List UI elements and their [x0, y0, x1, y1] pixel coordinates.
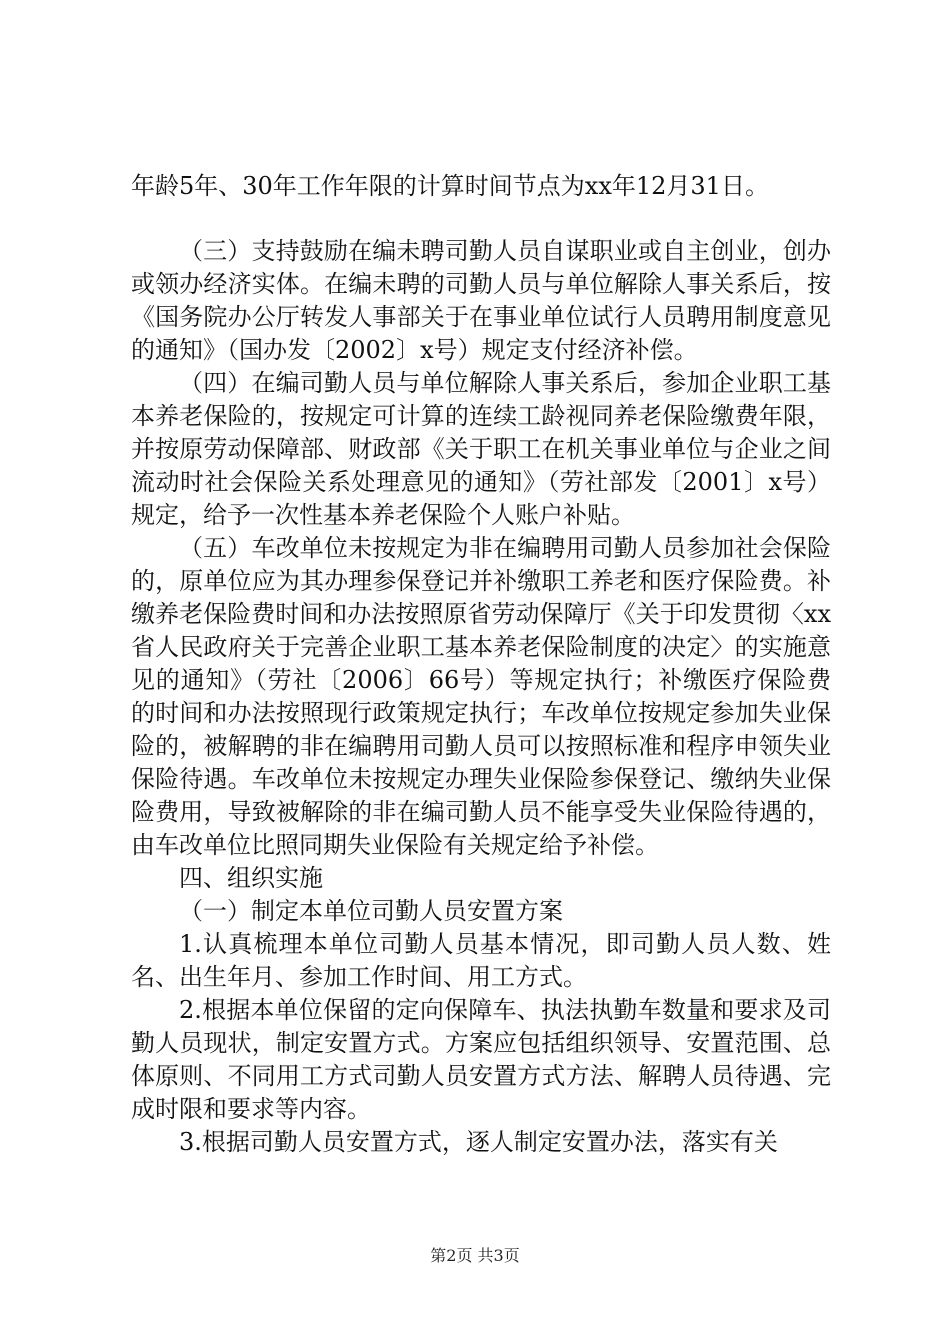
paragraph-continuation: 年龄5年、30年工作年限的计算时间节点为xx年12月31日。 — [131, 172, 769, 200]
subsection-heading: （一）制定本单位司勤人员安置方案 — [179, 897, 563, 925]
page-footer — [0, 1246, 950, 1266]
numbered-item-2: 2.根据本单位保留的定向保障车、执法执勤车数量和要求及司勤人员现状，制定安置方式。方案应包括组织领导、安置范围、总体原则、不同用工方式司勤人员安置方式方法、解聘人员待遇、完成时限和要求等内容。 — [131, 996, 831, 1123]
document-body — [131, 170, 831, 1159]
numbered-item-3: 3.根据司勤人员安置方式，逐人制定安置办法，落实有关 — [179, 1128, 778, 1156]
page-number-label: 第2页 共3页 — [430, 1246, 520, 1265]
numbered-item-1: 1.认真梳理本单位司勤人员基本情况，即司勤人员人数、姓名、出生年月、参加工作时间、用工方式。 — [131, 930, 831, 991]
section-heading: 四、组织实施 — [179, 864, 323, 892]
paragraph-item-3: （三）支持鼓励在编未聘司勤人员自谋职业或自主创业，创办或领办经济实体。在编未聘的司勤人员与单位解除人事关系后，按《国务院办公厅转发人事部关于在事业单位试行人员聘用制度意见的通知》（国办发〔2002〕x号）规定支付经济补偿。 — [131, 237, 831, 364]
paragraph-item-4: （四）在编司勤人员与单位解除人事关系后，参加企业职工基本养老保险的，按规定可计算的连续工龄视同养老保险缴费年限，并按原劳动保障部、财政部《关于职工在机关事业单位与企业之间流动时社会保险关系处理意见的通知》（劳社部发〔2001〕x号）规定，给予一次性基本养老保险个人账户补贴。 — [131, 369, 831, 529]
paragraph-item-5: （五）车改单位未按规定为非在编聘用司勤人员参加社会保险的，原单位应为其办理参保登记并补缴职工养老和医疗保险费。补缴养老保险费时间和办法按照原省劳动保障厅《关于印发贯彻〈xx省人民政府关于完善企业职工基本养老保险制度的决定〉的实施意见的通知》（劳社〔2006〕66号）等规定执行；补缴医疗保险费的时间和办法按照现行政策规定执行；车改单位按规定参加失业保险的，被解聘的非在编聘用司勤人员可以按照标准和程序申领失业保险待遇。车改单位未按规定办理失业保险参保登记、缴纳失业保险费用，导致被解除的非在编司勤人员不能享受失业保险待遇的，由车改单位比照同期失业保险有关规定给予补偿。 — [131, 534, 831, 859]
